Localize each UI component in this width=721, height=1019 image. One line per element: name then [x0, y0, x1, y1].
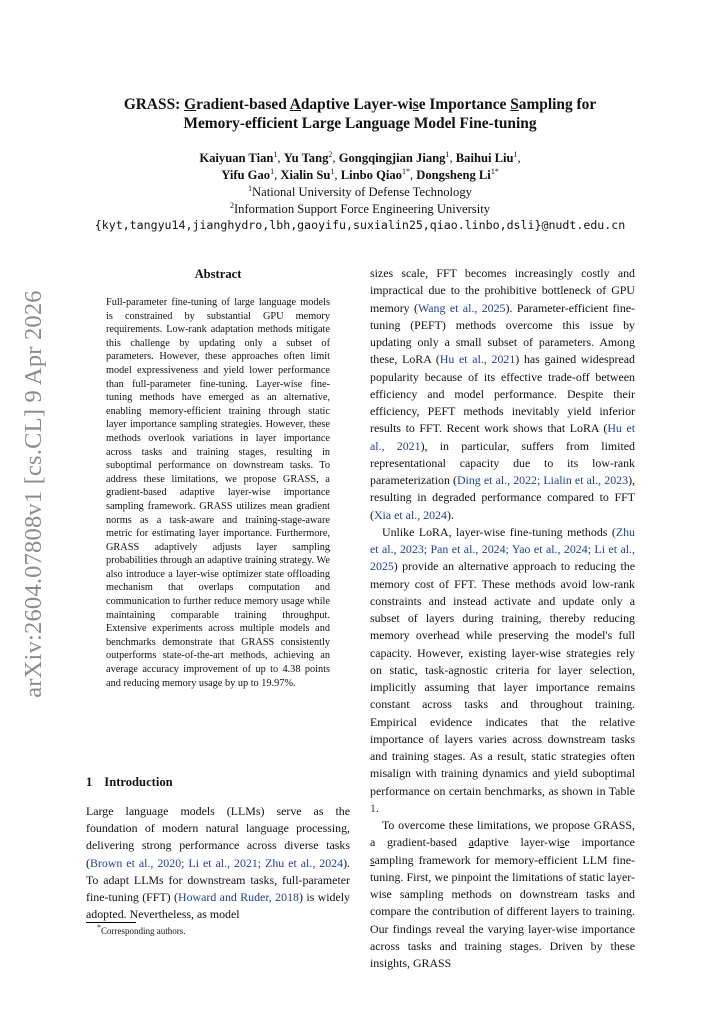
right-column — [370, 265, 635, 972]
citation-link[interactable]: Hu et al., 2021 — [439, 352, 516, 367]
affiliation-1: $^1$National University of Defense Technology — [248, 183, 472, 199]
citation-link[interactable]: Wang et al., 2025 — [417, 300, 506, 315]
footnote: *Corresponding authors. — [97, 923, 186, 936]
citation-link[interactable]: Howard and Ruder, 2018 — [177, 890, 299, 905]
paragraph: sizes scale, FFT becomes increasingly costly and impractical due to the prohibitive bottleneck of GPU memory (Wang et al., 2025). Parameter-efficient fine-tuning (PEFT) methods overcome this issue by updating only a small subset of parameters. Among these, LoRA (Hu et al., 2021) has gained widespread popularity because of its effective trade-off between efficiency and model performance. Despite their efficiency, PEFT methods inevitably yield inferior results to FFT. Recent work shows that LoRA (Hu et al., 2021), in particular, suffers from limited representational capacity due to its low-rank parameterization (Ding et al., 2022; Lialin et al., 2023), resulting in degraded performance compared to FFT (Xia et al., 2024). — [370, 266, 635, 522]
table-ref-link[interactable]: 1 — [370, 800, 376, 815]
abstract-text: Full-parameter fine-tuning of large language models is constrained by substantial GPU memory requirements. Low-rank adaptation methods mitigate this challenge by updating only a subset of parameters. However, these approaches often limit model expressiveness and yield lower performance than full-parameter fine-tuning. Layer-wise fine-tuning methods have emerged as an alternative, enabling memory-efficient training through static layer importance sampling strategies. However, these methods overlook variations in layer importance across tasks and training stages, resulting in suboptimal performance on downstream tasks. To address these limitations, we propose GRASS, a gradient-based adaptive layer-wise importance sampling framework. GRASS utilizes mean gradient norms as a task-aware and training-stage-aware metric for estimating layer importance. Furthermore, GRASS adaptively adjusts layer sampling probabilities through an adaptive training strategy. We also introduce a layer-wise optimizer state offloading mechanism that overlaps computation and communication to further reduce memory usage while maintaining comparable training throughput. Extensive experiments across multiple models and benchmarks demonstrate that GRASS consistently outperforms state-of-the-art methods, achieving an average accuracy improvement of up to 4.38 points and reducing memory usage by up to 19.97%. — [106, 297, 330, 689]
abstract-heading: Abstract — [194, 267, 242, 281]
paragraph: Unlike LoRA, layer-wise fine-tuning methods (Zhu et al., 2023; Pan et al., 2024; Yao et al., 2024; Li et al., 2025) provide an alternative approach to reducing the memory cost of FFT. These methods avoid low-rank constraints and instead activate and update only a subset of layers during training, thereby reducing memory overhead while preserving the model's full capacity. However, existing layer-wise strategies rely on static, task-agnostic criteria for layer selection, implicitly assuming that layer importance remains constant across tasks and throughout training. Empirical evidence indicates that the relative importance of layers varies across downstream tasks and training stages. As a result, static strategies often misalign with training dynamics and yield suboptimal performance on certain benchmarks, as shown in Table 1. — [370, 524, 635, 815]
paragraph: To overcome these limitations, we propose GRASS, a gradient-based adaptive layer-wise importance sampling framework for memory-efficient LLM fine-tuning. First, we pinpoint the limitations of static layer-wise sampling methods on downstream tasks and compare the contribution of different layers to training. Our findings reveal the varying layer-wise importance across tasks and training stages. Driven by these insights, GRASS — [370, 818, 635, 970]
arxiv-watermark — [14, 290, 54, 698]
arxiv-id: arXiv:2604.07808v1 [cs.CL] 9 Apr 2026 — [20, 290, 47, 698]
citation-link[interactable]: Brown et al., 2020; Li et al., 2021; Zhu et al., 2024 — [89, 855, 344, 870]
citation-link[interactable]: Xia et al., 2024 — [373, 507, 447, 522]
citation-link[interactable]: Hu et al., 2021 — [370, 421, 635, 453]
citation-link[interactable]: Zhu et al., 2023; Pan et al., 2024; Yao et al., 2024; Li et al., 2025 — [370, 524, 635, 574]
section-heading-introduction: 1 Introduction — [86, 775, 173, 789]
citation-link[interactable]: Ding et al., 2022; Lialin et al., 2023 — [456, 473, 629, 487]
author-emails: {kyt,tangyu14,jianghydro,lbh,gaoyifu,suxialin25,qiao.linbo,dsli}@nudt.edu.cn — [94, 218, 626, 232]
paper-title: GRASS: Gradient-based Adaptive Layer-wise Importance Sampling for Memory-efficient Large Language Model Fine-tuning — [123, 96, 597, 132]
intro-paragraph: Large language models (LLMs) serve as the foundation of modern natural language processing, delivering strong performance across diverse tasks (Brown et al., 2020; Li et al., 2021; Zhu et al., 2024). To adapt LLMs for downstream tasks, full-parameter fine-tuning (FFT) (Howard and Ruder, 2018) is widely adopted. Nevertheless, as model — [86, 804, 350, 922]
footnote-rule — [86, 922, 136, 923]
author-block: Kaiyuan Tian$^1$, Yu Tang$^2$, Gongqingjian Jiang$^1$, Baihui Liu$^1$, Yifu Gao$^1$, Xialin Su$^1$, Linbo Qiao$^{1*}$, Dongsheng $Li^{1*}$ $^1$National University of Defense Technology $^2$Information Support Force Engineering University — [199, 149, 521, 216]
affiliation-2: $^2$Information Support Force Engineering University — [229, 200, 491, 216]
title-line-2: Memory-efficient Large Language Model Fine-tuning — [183, 115, 537, 132]
